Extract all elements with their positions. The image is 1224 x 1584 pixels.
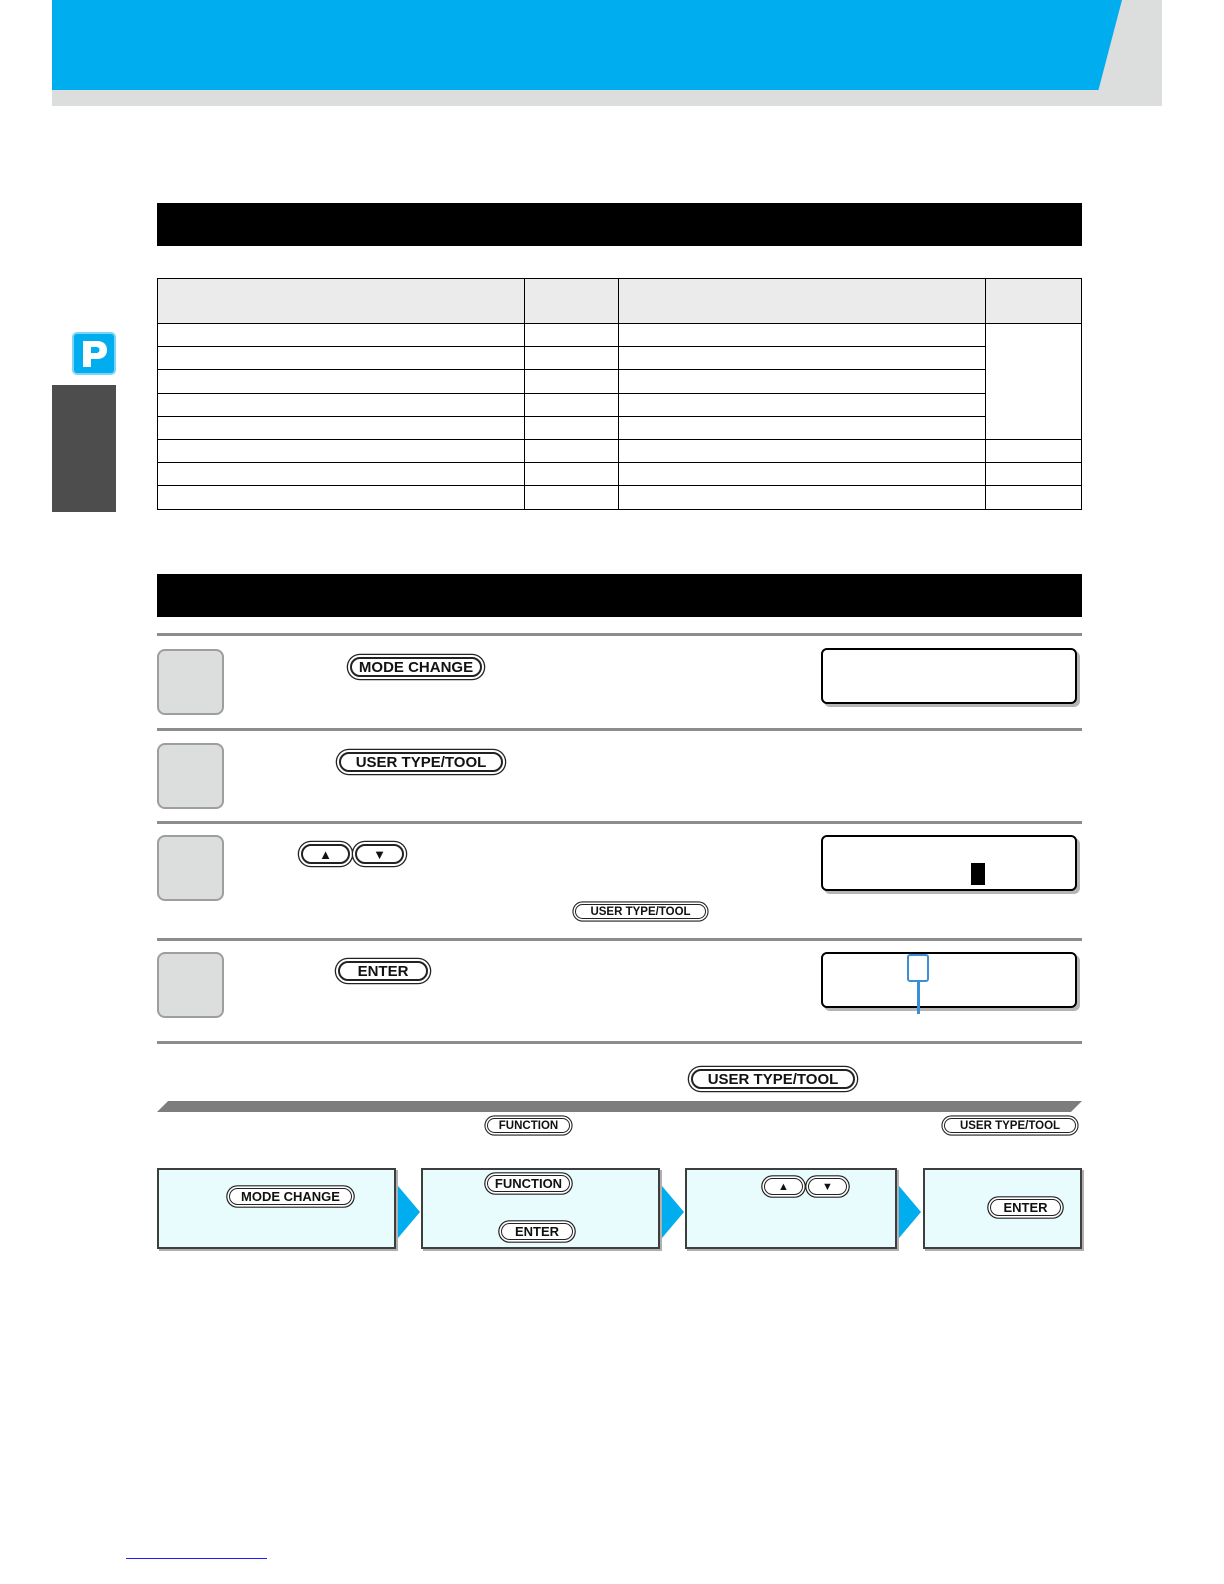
flow-arrow-1 <box>398 1186 420 1238</box>
step-divider <box>157 938 1082 941</box>
arrow-up-key[interactable]: ▲ <box>301 844 350 864</box>
arrow-down-key[interactable]: ▼ <box>355 844 404 864</box>
lcd-cursor <box>971 863 985 885</box>
table-row <box>158 439 1082 462</box>
user-type-tool-key[interactable]: USER TYPE/TOOL <box>339 752 503 772</box>
function-key-small[interactable]: FUNCTION <box>487 1118 570 1133</box>
lcd-display-1 <box>821 648 1077 704</box>
step-number-badge-4 <box>157 952 224 1018</box>
letter-p-glyph <box>78 339 110 369</box>
flow-mode-change-key[interactable]: MODE CHANGE <box>229 1188 352 1205</box>
flow-arrow-2 <box>662 1186 684 1238</box>
flow-function-key[interactable]: FUNCTION <box>487 1175 570 1192</box>
mode-change-key[interactable]: MODE CHANGE <box>350 657 482 677</box>
step-number-badge-3 <box>157 835 224 901</box>
table-row <box>158 416 1082 439</box>
table-row <box>158 393 1082 416</box>
flow-step-1 <box>157 1168 396 1249</box>
step-divider <box>157 1041 1082 1044</box>
chapter-p-icon <box>72 332 116 375</box>
settings-table <box>157 278 1082 510</box>
table-header-cell <box>619 279 986 324</box>
step-divider <box>157 821 1082 824</box>
table-header-cell <box>158 279 525 324</box>
merged-cell <box>986 324 1082 440</box>
step-divider <box>157 728 1082 731</box>
flow-arrow-3 <box>899 1186 921 1238</box>
section-title-bar-2 <box>157 574 1082 617</box>
step-number-badge-2 <box>157 743 224 809</box>
callout-marker <box>907 954 929 982</box>
footer-link-underline <box>126 1558 267 1559</box>
table-header-cell <box>524 279 619 324</box>
user-type-tool-key-end[interactable]: USER TYPE/TOOL <box>691 1069 855 1089</box>
section-title-bar-1 <box>157 203 1082 246</box>
table-header-row <box>158 279 1082 324</box>
user-type-tool-key-small-2[interactable]: USER TYPE/TOOL <box>944 1118 1076 1133</box>
flow-enter-key-2[interactable]: ENTER <box>990 1199 1061 1216</box>
table-row <box>158 324 1082 347</box>
procedure-bar <box>157 1101 1082 1112</box>
lcd-display-4 <box>821 952 1077 1008</box>
flow-arrow-up-key[interactable]: ▲ <box>764 1178 803 1195</box>
chapter-side-tab <box>52 385 116 512</box>
table-row <box>158 463 1082 486</box>
step-number-badge-1 <box>157 649 224 715</box>
flow-arrow-down-key[interactable]: ▼ <box>808 1178 847 1195</box>
callout-line <box>917 982 920 1014</box>
table-row <box>158 486 1082 509</box>
flow-enter-key[interactable]: ENTER <box>501 1223 573 1240</box>
enter-key[interactable]: ENTER <box>338 961 428 981</box>
user-type-tool-key-small[interactable]: USER TYPE/TOOL <box>575 904 706 919</box>
table-row <box>158 347 1082 370</box>
header-band <box>52 0 1122 90</box>
lcd-display-3 <box>821 835 1077 891</box>
table-row <box>158 370 1082 393</box>
step-divider <box>157 633 1082 636</box>
table-header-cell <box>986 279 1082 324</box>
